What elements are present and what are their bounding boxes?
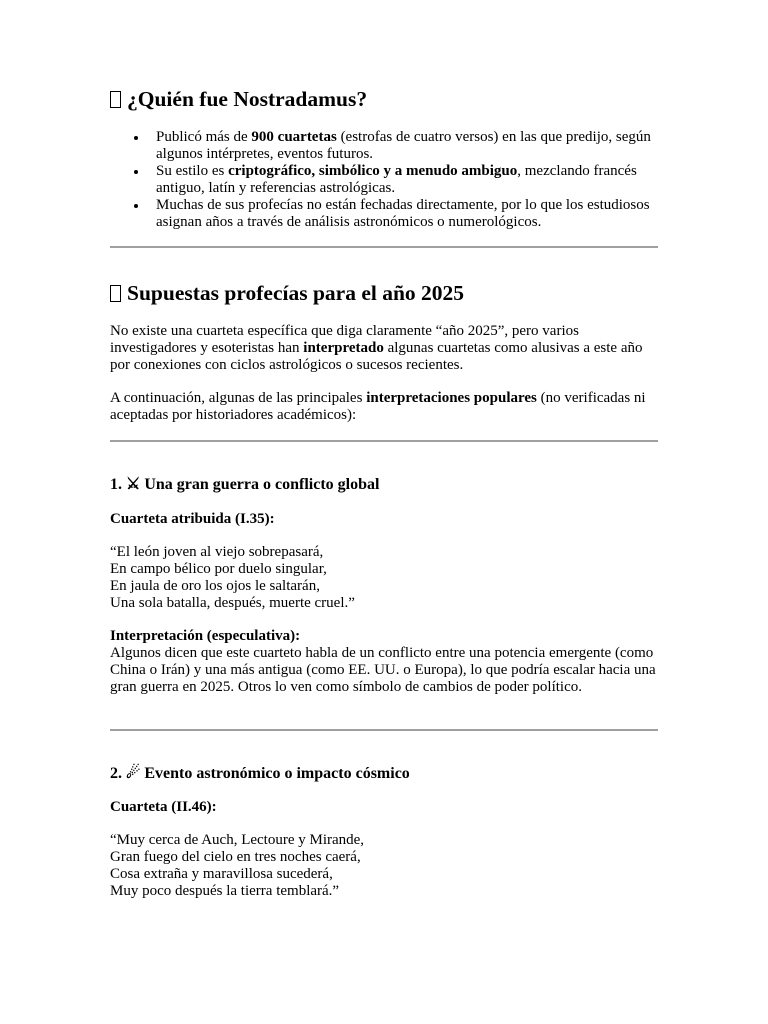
section-heading-nostradamus [110, 87, 367, 111]
list-item-bold: criptográfico, simbólico y a menudo ambiguo [228, 163, 518, 179]
divider [110, 440, 658, 442]
verse-line: En campo bélico por duelo singular, [110, 561, 327, 577]
quatrain-verses [110, 832, 658, 900]
item-heading-astronomico: 2. ☄ Evento astronómico o impacto cósmico [110, 765, 410, 782]
verse-line: “Muy cerca de Auch, Lectoure y Mirande, [110, 832, 365, 848]
quatrain-label: Cuarteta atribuida (I.35): [110, 511, 275, 527]
interpretation-text: Algunos dicen que este cuarteto habla de un conflicto entre una potencia emergente (como China o Irán) y una más antigua (como EE. UU. o Europa), lo que podría escalar hacia una gran guerra en 2025. Otros lo ven como símbolo de cambios de poder político. [110, 645, 656, 695]
missing-glyph-icon [110, 285, 121, 302]
list-item-bold: 900 cuartetas [251, 129, 337, 145]
interpretation-block [110, 628, 658, 696]
list-item [110, 129, 658, 163]
item-heading-guerra: 1. ⚔ Una gran guerra o conflicto global [110, 476, 380, 493]
paragraph-bold: interpretado [303, 340, 384, 356]
paragraph-text: (no verificadas ni aceptadas por historiadores académicos): [110, 390, 646, 423]
quatrain-label: Cuarteta (II.46): [110, 799, 217, 815]
section-title: Supuestas profecías para el año 2025 [127, 281, 465, 305]
intro-paragraph [110, 323, 658, 374]
verse-line: Una sola batalla, después, muerte cruel.” [110, 595, 355, 611]
verse-line: Muy poco después la tierra temblará.” [110, 883, 340, 899]
continuation-paragraph [110, 390, 658, 424]
missing-glyph-icon [110, 91, 121, 108]
verse-line: En jaula de oro los ojos le saltarán, [110, 578, 320, 594]
list-item-text: Publicó más de [156, 129, 252, 145]
section-heading-profecias [110, 281, 464, 305]
facts-list [110, 129, 658, 231]
divider [110, 729, 658, 731]
list-item-text: Su estilo es [156, 163, 229, 179]
paragraph-text: A continuación, algunas de las principales [110, 390, 367, 406]
section-title: ¿Quién fue Nostradamus? [127, 87, 368, 111]
interpretation-label: Interpretación (especulativa): [110, 628, 301, 644]
list-item [110, 197, 658, 231]
paragraph-bold: interpretaciones populares [366, 390, 537, 406]
quatrain-verses [110, 544, 658, 612]
paragraph-text: algunas cuartetas como alusivas a este año por conexiones con ciclos astrológicos o sucesos recientes. [110, 340, 643, 373]
divider [110, 246, 658, 248]
list-item-text: , mezclando francés antiguo, latín y referencias astrológicas. [156, 163, 637, 196]
list-item-text: Muchas de sus profecías no están fechadas directamente, por lo que los estudiosos asignan años a través de análisis astronómicos o numerológicos. [156, 197, 650, 230]
verse-line: “El león joven al viejo sobrepasará, [110, 544, 324, 560]
paragraph-text: No existe una cuarteta específica que diga claramente “año 2025”, pero varios investigadores y esoteristas han [110, 323, 579, 356]
list-item-text: (estrofas de cuatro versos) en las que predijo, según algunos intérpretes, eventos futuros. [156, 129, 651, 162]
list-item [110, 163, 658, 197]
verse-line: Cosa extraña y maravillosa sucederá, [110, 866, 333, 882]
verse-line: Gran fuego del cielo en tres noches caerá, [110, 849, 361, 865]
